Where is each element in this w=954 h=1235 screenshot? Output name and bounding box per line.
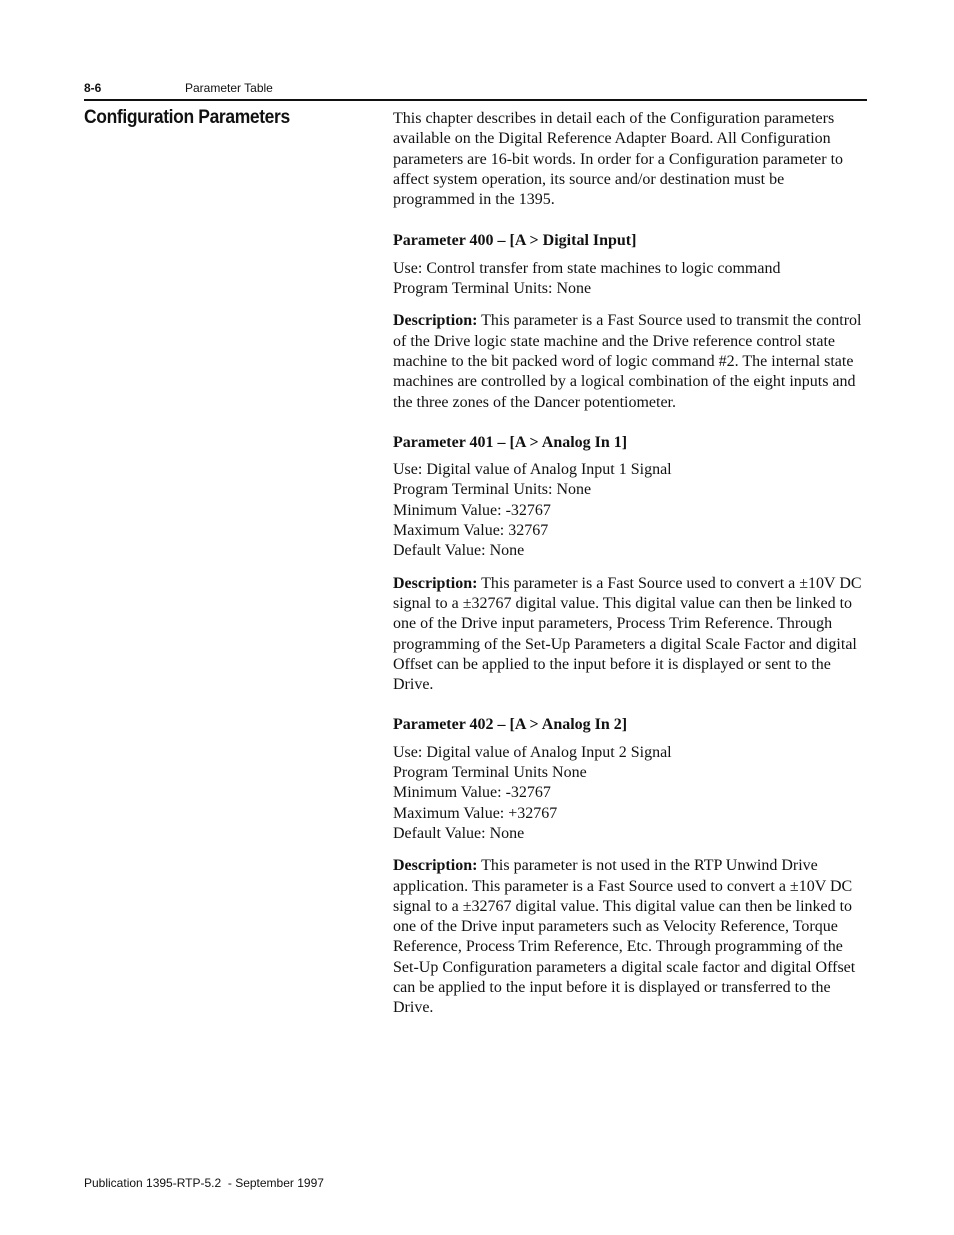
- parameter-400-heading: Parameter 400 – [A > Digital Input]: [393, 232, 637, 250]
- parameter-401-units: Program Terminal Units: None: [393, 481, 592, 499]
- parameter-401-use: Use: Digital value of Analog Input 1 Signal: [393, 461, 672, 479]
- footer-publication: Publication 1395-RTP-5.2 - September 1997: [84, 1176, 324, 1190]
- parameter-401-info: [393, 460, 869, 561]
- description-label: Description:: [393, 312, 478, 330]
- intro-paragraph: This chapter describes in detail each of the Configuration parameters available on the Digital Reference Adapter Board. All Configuration parameters are 16-bit words. In order for a Configuration parameter to affect system operation, its source and/or destination must be programmed in the 1395.: [393, 110, 844, 209]
- parameter-402-use: Use: Digital value of Analog Input 2 Signal: [393, 743, 672, 761]
- description-text: This parameter is a Fast Source used to transmit the control of the Drive logic state machine and the Drive reference control state machine to the bit packed word of logic command #2. The internal state machines are controlled by a logical combination of the eight inputs and the three zones of the Dancer potentiometer.: [393, 312, 862, 411]
- page-number: 8-6: [84, 81, 102, 95]
- parameter-402-units: Program Terminal Units None: [393, 764, 587, 782]
- header-rule: [84, 99, 867, 101]
- parameter-400-description: [393, 311, 869, 412]
- description-label: Description:: [393, 574, 478, 592]
- parameter-401-max: Maximum Value: 32767: [393, 522, 549, 540]
- parameter-402-info: [393, 743, 869, 844]
- description-label: Description:: [393, 857, 478, 875]
- parameter-402-max: Maximum Value: +32767: [393, 804, 558, 822]
- parameter-400-info: [393, 259, 869, 300]
- parameter-401-default: Default Value: None: [393, 542, 525, 560]
- description-text: This parameter is not used in the RTP Unwind Drive application. This parameter is a Fast Source used to convert a ±10V DC signal to a ±32767 digital value. This digital value can then be linked to one of the Drive input parameters such as Velocity Reference, Torque Reference, Process Trim Reference, Etc. Through programming of the Set-Up Configuration parameters a digital scale factor and digital Offset can be applied to the input before it is displayed or transferred to the Drive.: [393, 857, 856, 1017]
- parameter-402-min: Minimum Value: -32767: [393, 784, 551, 802]
- parameter-401-heading: Parameter 401 – [A > Analog In 1]: [393, 433, 628, 451]
- parameter-402-description: [393, 856, 869, 1018]
- running-header-title: Parameter Table: [185, 81, 273, 95]
- body-column: [393, 109, 869, 1039]
- parameter-402-default: Default Value: None: [393, 824, 525, 842]
- parameter-402-heading: Parameter 402 – [A > Analog In 2]: [393, 716, 628, 734]
- parameter-400-units: Program Terminal Units: None: [393, 280, 592, 298]
- parameter-401-description: [393, 574, 869, 696]
- section-title: Configuration Parameters: [84, 107, 290, 128]
- parameter-401-min: Minimum Value: -32767: [393, 501, 551, 519]
- parameter-400-use: Use: Control transfer from state machines to logic command: [393, 259, 781, 277]
- description-text: This parameter is a Fast Source used to convert a ±10V DC signal to a ±32767 digital value. This digital value can then be linked to one of the Drive input parameters, Process Trim Reference. Through programming of the Set-Up Parameters a digital Scale Factor and digital Offset can be applied to the input before it is displayed or sent to the Drive.: [393, 574, 862, 694]
